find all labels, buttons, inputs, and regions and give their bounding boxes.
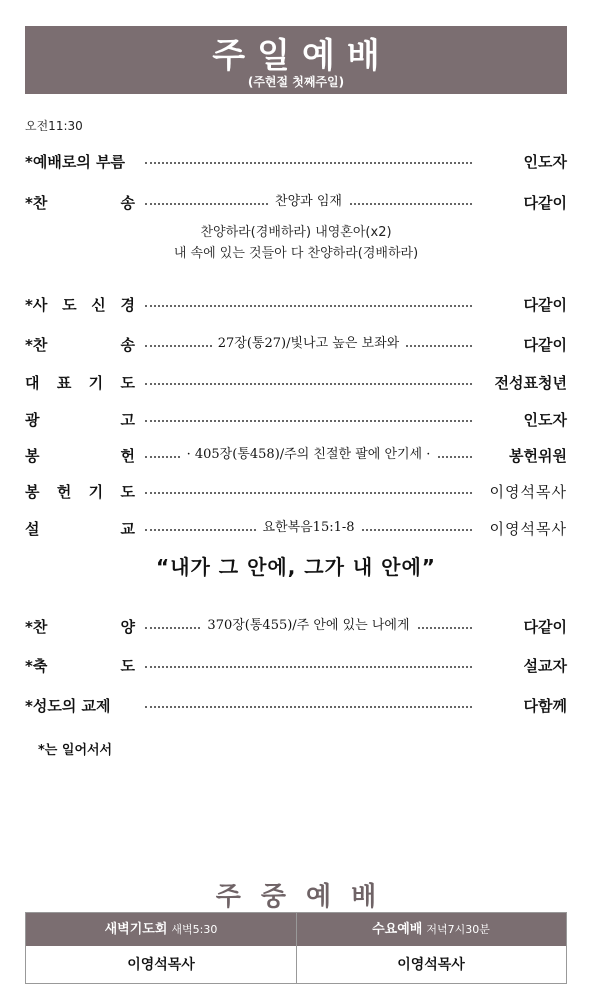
order-label-part: 교 xyxy=(120,520,135,538)
dotted-leader xyxy=(145,706,472,708)
order-label-part: *축 xyxy=(25,657,48,675)
order-leader: 봉헌위원 xyxy=(509,447,567,465)
praise-song-line-1: 찬양하라(경배하라) 내영혼아(x2) xyxy=(200,225,392,240)
order-row xyxy=(25,695,567,717)
order-row xyxy=(25,445,567,467)
dawn-prayer-leader: 이영석목사 xyxy=(127,957,195,973)
order-label-part: 기 xyxy=(88,374,104,392)
order-detail-text: 요한복음15:1-8 xyxy=(256,520,360,535)
order-label-part: *찬 xyxy=(25,618,48,636)
order-detail xyxy=(145,518,472,538)
order-detail-text: 찬양과 임재 xyxy=(269,194,348,209)
table-divider xyxy=(296,913,297,983)
wednesday-service-time: 저녁7시30분 xyxy=(426,923,490,936)
order-label xyxy=(25,518,135,539)
dotted-leader xyxy=(145,420,472,422)
order-row xyxy=(25,334,567,356)
sermon-title: “내가 그 안에, 그가 내 안에” xyxy=(156,555,436,579)
order-label xyxy=(25,616,135,637)
order-leader: 다함께 xyxy=(523,697,567,715)
order-detail-text: · 405장(통458)/주의 친절한 팔에 안기세 · xyxy=(181,447,437,462)
order-label-part: 도 xyxy=(120,483,135,501)
order-row xyxy=(25,294,567,316)
order-label-part: *예배로의 부름 xyxy=(25,153,126,171)
dawn-prayer-name: 새벽기도회 xyxy=(104,922,168,937)
order-label xyxy=(25,151,135,172)
order-leader: 인도자 xyxy=(523,153,567,171)
order-leader: 이영석목사 xyxy=(489,483,567,501)
wednesday-service-name: 수요예배 xyxy=(372,922,423,937)
order-leader: 설교자 xyxy=(523,657,567,675)
order-leader: 다같이 xyxy=(523,618,567,636)
order-label-part: 경 xyxy=(120,296,135,314)
order-label xyxy=(25,192,135,213)
order-label-part: 송 xyxy=(120,336,135,354)
dotted-leader xyxy=(145,305,472,307)
order-label-part: 봉 xyxy=(25,483,40,501)
order-leader: 다같이 xyxy=(523,336,567,354)
order-label-part: 도 xyxy=(120,657,135,675)
order-detail xyxy=(145,334,472,354)
order-label-part: *찬 xyxy=(25,336,48,354)
order-label xyxy=(25,372,135,393)
stand-footnote: *는 일어서서 xyxy=(38,743,113,758)
order-label-part: 봉 xyxy=(25,447,40,465)
order-row xyxy=(25,372,567,394)
dotted-leader xyxy=(145,162,472,164)
dotted-leader xyxy=(145,492,472,494)
dawn-prayer-header xyxy=(26,913,296,946)
order-label-part: 대 xyxy=(25,374,40,392)
order-detail xyxy=(145,616,472,636)
order-label xyxy=(25,409,135,430)
order-row xyxy=(25,518,567,540)
order-row xyxy=(25,655,567,677)
order-label-part: 헌 xyxy=(120,447,135,465)
weekday-title: 주중예배 xyxy=(215,882,397,912)
dotted-leader xyxy=(145,666,472,668)
order-row xyxy=(25,409,567,431)
order-label xyxy=(25,695,135,716)
order-label xyxy=(25,294,135,315)
order-detail xyxy=(145,192,472,212)
order-detail-text: 370장(통455)/주 안에 있는 나에게 xyxy=(201,618,415,633)
page-subtitle: (주현절 첫째주일) xyxy=(247,75,345,89)
order-label xyxy=(25,481,135,502)
order-row xyxy=(25,481,567,503)
order-leader: 전성표청년 xyxy=(494,374,567,392)
weekday-table xyxy=(25,912,567,984)
order-row xyxy=(25,151,567,173)
order-label-part: 설 xyxy=(25,520,40,538)
order-label-part: 표 xyxy=(56,374,72,392)
order-label-part: 도 xyxy=(120,374,135,392)
order-label-part: 고 xyxy=(120,411,135,429)
order-detail-text: 27장(통27)/빛나고 높은 보좌와 xyxy=(212,336,405,351)
order-label-part: 헌 xyxy=(56,483,72,501)
order-label-part: 신 xyxy=(91,296,106,314)
order-label-part: *사 xyxy=(25,296,48,314)
praise-song-line-2: 내 속에 있는 것들아 다 찬양하라(경배하라) xyxy=(173,246,419,261)
order-leader: 인도자 xyxy=(523,411,567,429)
dotted-leader xyxy=(145,383,472,385)
order-label-part: 기 xyxy=(88,483,104,501)
order-row xyxy=(25,616,567,638)
order-leader: 다같이 xyxy=(523,194,567,212)
order-label xyxy=(25,334,135,355)
order-detail xyxy=(145,445,472,465)
header-banner xyxy=(25,26,567,94)
order-leader: 이영석목사 xyxy=(489,520,567,538)
order-row xyxy=(25,192,567,214)
order-label xyxy=(25,655,135,676)
order-label-part: 광 xyxy=(25,411,40,429)
service-time: 오전11:30 xyxy=(25,119,83,133)
order-label-part: *성도의 교제 xyxy=(25,697,111,715)
order-leader: 다같이 xyxy=(523,296,567,314)
page-title: 주일예배 xyxy=(212,36,392,76)
order-label-part: 양 xyxy=(120,618,135,636)
wednesday-service-leader: 이영석목사 xyxy=(397,957,465,973)
wednesday-service-header xyxy=(296,913,566,946)
dawn-prayer-time: 새벽5:30 xyxy=(171,923,218,936)
order-label-part: *찬 xyxy=(25,194,48,212)
order-label xyxy=(25,445,135,466)
order-label-part: 송 xyxy=(120,194,135,212)
order-label-part: 도 xyxy=(62,296,77,314)
